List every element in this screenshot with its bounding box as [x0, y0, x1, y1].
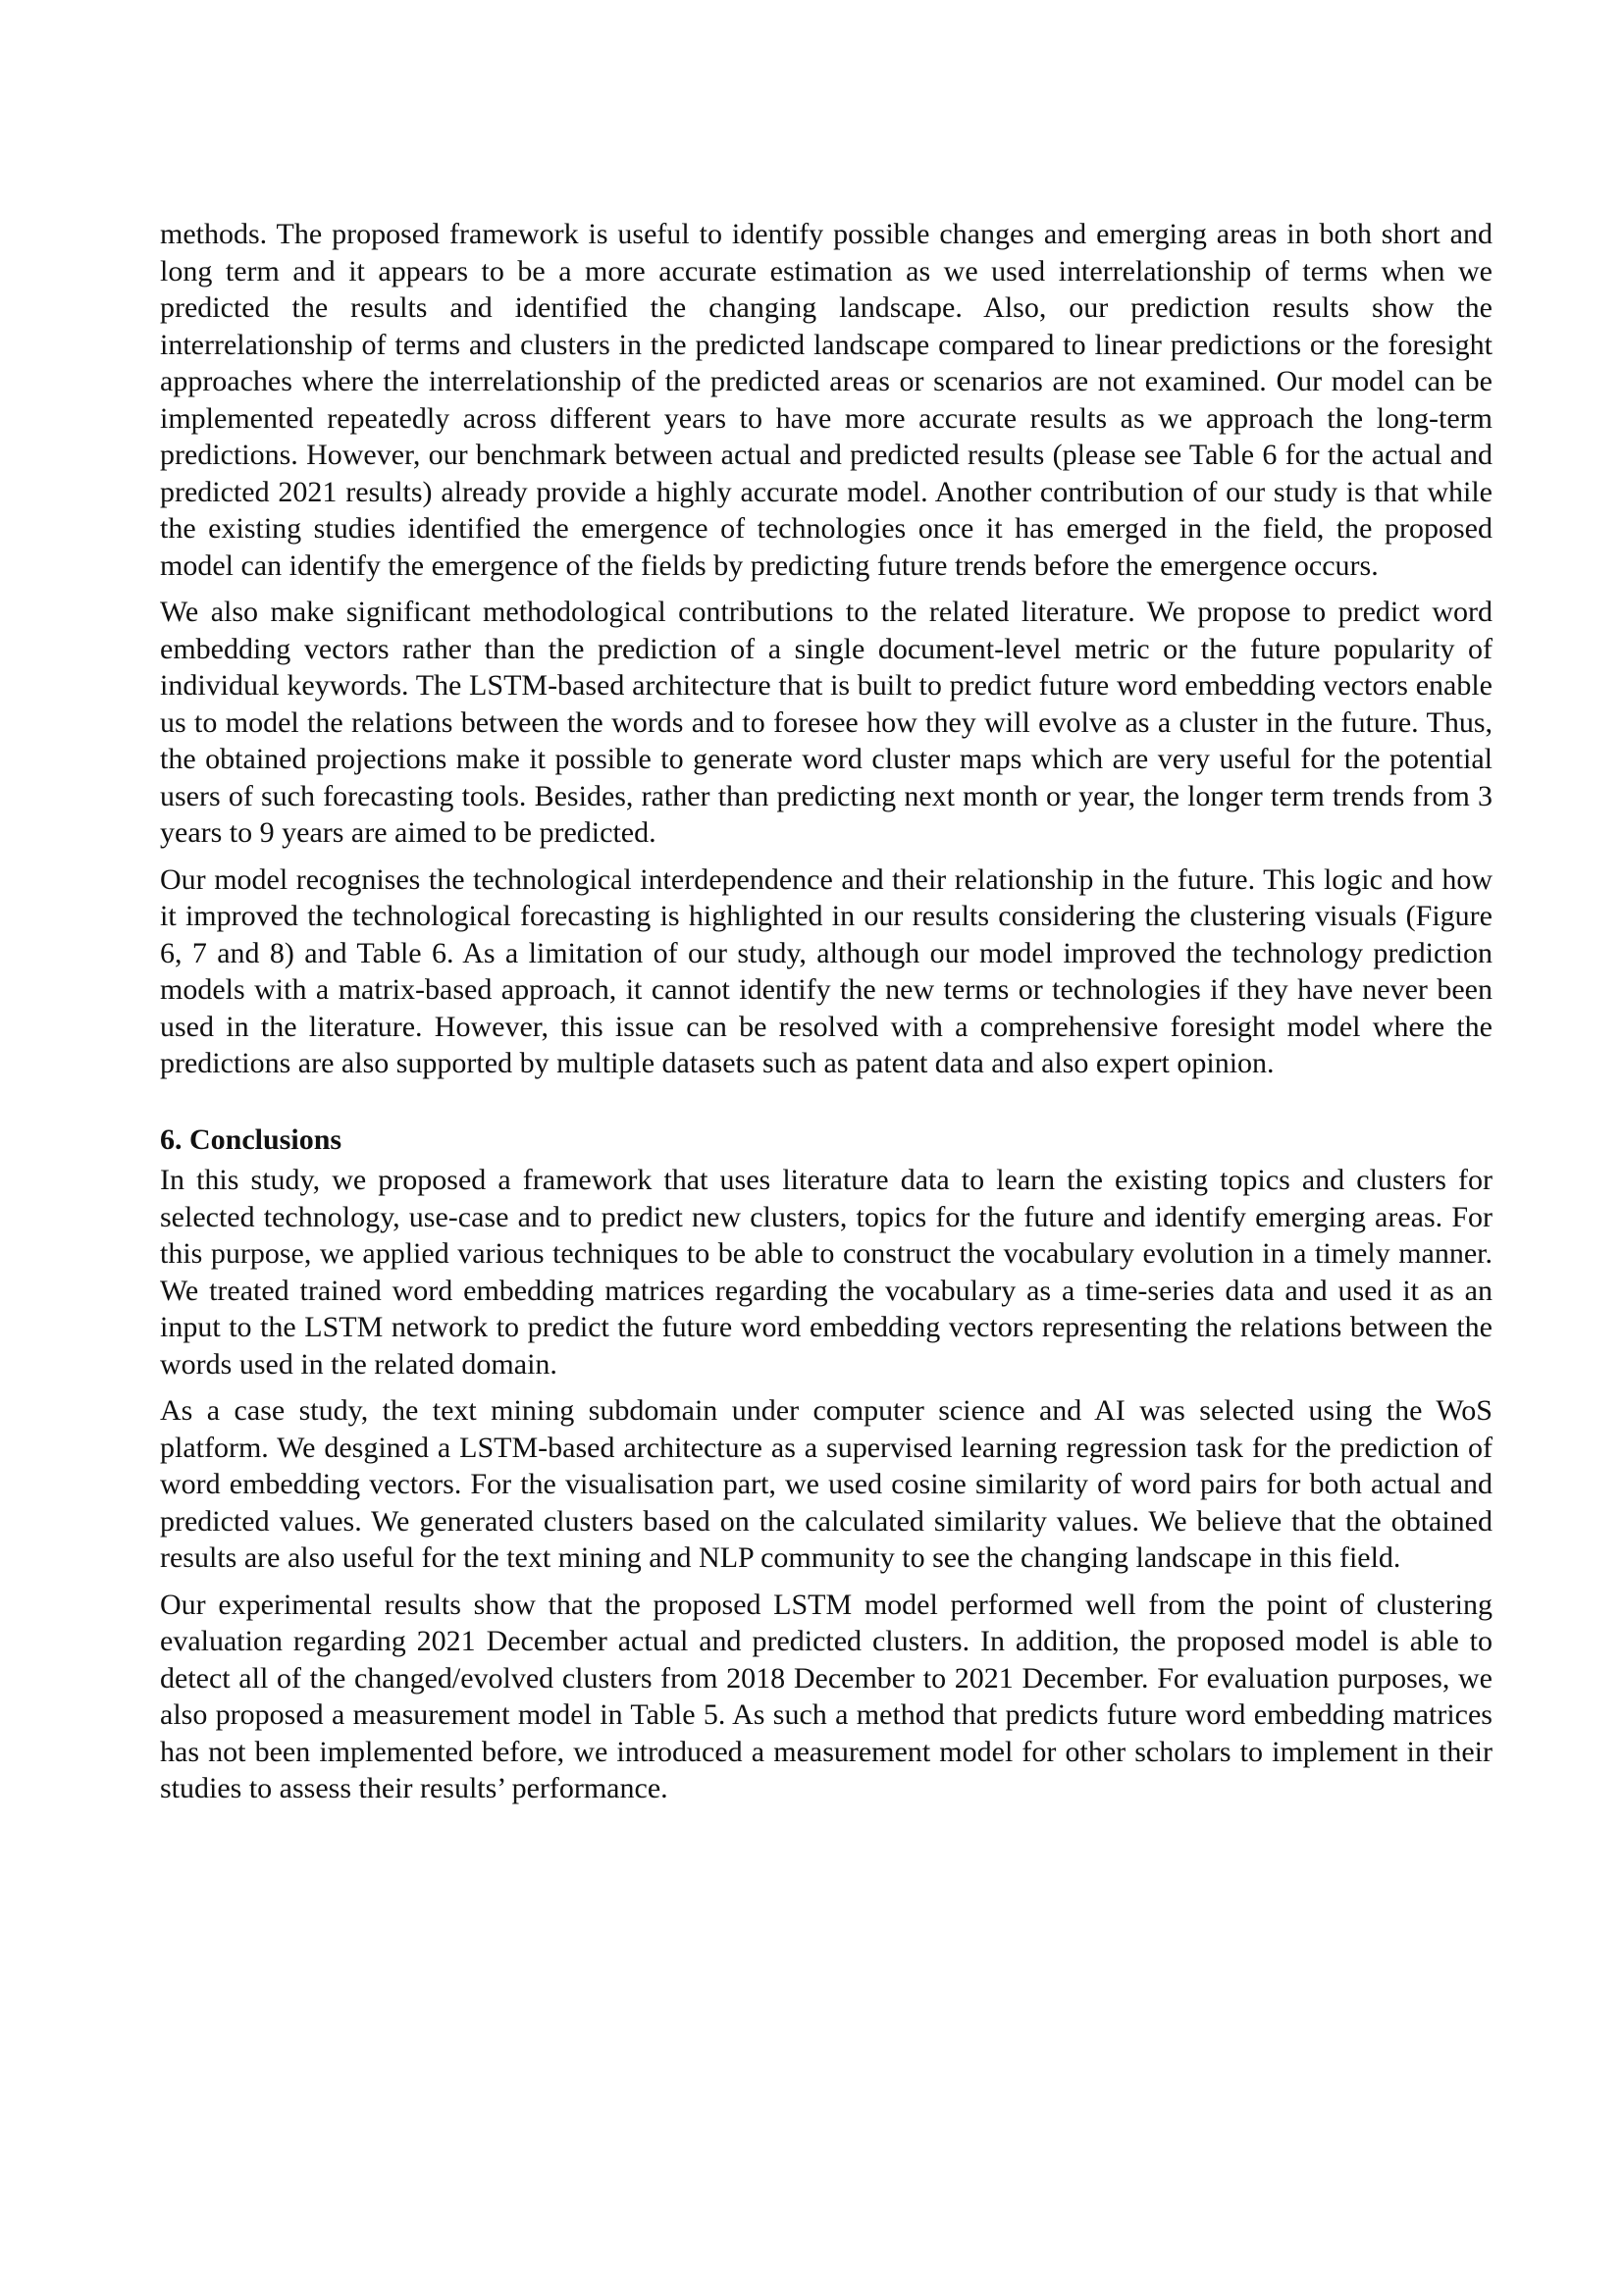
conclusions-paragraph-2: As a case study, the text mining subdomain under computer science and AI was selected using the WoS platform. We desgined a LSTM-based architecture as a supervised learning regression task for the prediction of word embedding vectors. For the visualisation part, we used cosine similarity of word pairs for both actual and predicted values. We generated clusters based on the calculated similarity values. We believe that the obtained results are also useful for the text mining and NLP community to see the changing landscape in this field. — [160, 1394, 1493, 1574]
conclusions-paragraph-3: Our experimental results show that the proposed LSTM model performed well from the point of clustering evaluation regarding 2021 December actual and predicted clusters. In addition, the proposed model is able to detect all of the changed/evolved clusters from 2018 December to 2021 December. For evaluation purposes, we also proposed a measurement model in Table 5. As such a method that predicts future word embedding matrices has not been implemented before, we introduced a measurement model for other scholars to implement in their studies to assess their results’ performance. — [160, 1588, 1493, 1804]
body-paragraph-1: methods. The proposed framework is useful to identify possible changes and emerging areas in both short and long term and it appears to be a more accurate estimation as we used interrelationship of terms when we predicted the results and identified the changing landscape. Also, our prediction results show the interrelationship of terms and clusters in the predicted landscape compared to linear predictions or the foresight approaches where the interrelationship of the predicted areas or scenarios are not examined. Our model can be implemented repeatedly across different years to have more accurate results as we approach the long-term predictions. However, our benchmark between actual and predicted results (please see Table 6 for the actual and predicted 2021 results) already provide a highly accurate model. Another contribution of our study is that while the existing studies identified the emergence of technologies once it has emerged in the field, the proposed model can identify the emergence of the fields by predicting future trends before the emergence occurs. — [160, 218, 1493, 582]
body-paragraph-2: We also make significant methodological contributions to the related literature. We propose to predict word embedding vectors rather than the prediction of a single document-level metric or the future popularity of individual keywords. The LSTM-based architecture that is built to predict future word embedding vectors enable us to model the relations between the words and to foresee how they will evolve as a cluster in the future. Thus, the obtained projections make it possible to generate word cluster maps which are very useful for the potential users of such forecasting tools. Besides, rather than predicting next month or year, the longer term trends from 3 years to 9 years are aimed to be predicted. — [160, 596, 1493, 849]
section-heading-conclusions: 6. Conclusions — [160, 1122, 342, 1156]
body-paragraph-3: Our model recognises the technological interdependence and their relationship in the future. This logic and how it improved the technological forecasting is highlighted in our results considering the clustering visuals (Figure 6, 7 and 8) and Table 6. As a limitation of our study, although our model improved the technology prediction models with a matrix-based approach, it cannot identify the new terms or technologies if they have never been used in the literature. However, this issue can be resolved with a comprehensive foresight model where the predictions are also supported by multiple datasets such as patent data and also expert opinion. — [160, 862, 1493, 1079]
page-content — [160, 216, 1493, 1817]
conclusions-paragraph-1: In this study, we proposed a framework that uses literature data to learn the existing topics and clusters for selected technology, use-case and to predict new clusters, topics for the future and identify emerging areas. For this purpose, we applied various techniques to be able to construct the vocabulary evolution in a timely manner. We treated trained word embedding matrices regarding the vocabulary as a time-series data and used it as an input to the LSTM network to predict the future word embedding vectors representing the relations between the words used in the related domain. — [160, 1164, 1493, 1381]
